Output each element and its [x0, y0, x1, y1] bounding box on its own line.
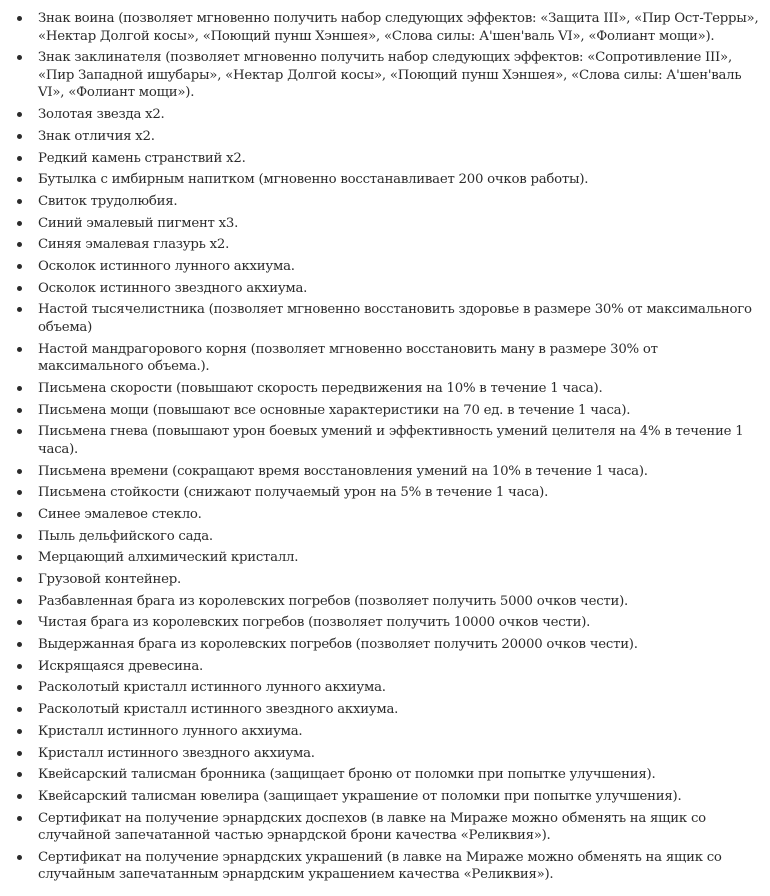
list-item: Расколотый кристалл истинного лунного акхиума.	[38, 679, 762, 697]
list-item: Письмена гнева (повышают урон боевых умений и эффективность умений целителя на 4% в течение 1 часа).	[38, 423, 762, 458]
list-item: Кристалл истинного звездного акхиума.	[38, 745, 762, 763]
list-item: Письмена стойкости (снижают получаемый урон на 5% в течение 1 часа).	[38, 484, 762, 502]
list-item: Свиток трудолюбия.	[38, 193, 762, 211]
list-item: Бутылка с имбирным напитком (мгновенно восстанавливает 200 очков работы).	[38, 171, 762, 189]
list-item: Синяя эмалевая глазурь x2.	[38, 236, 762, 254]
list-item: Письмена мощи (повышают все основные характеристики на 70 ед. в течение 1 часа).	[38, 402, 762, 420]
list-item: Квейсарский талисман бронника (защищает броню от поломки при попытке улучшения).	[38, 766, 762, 784]
list-item: Чистая брага из королевских погребов (позволяет получить 10000 очков чести).	[38, 614, 762, 632]
list-item: Искрящаяся древесина.	[38, 658, 762, 676]
list-item: Настой мандрагорового корня (позволяет мгновенно восстановить ману в размере 30% от максимального объема.).	[38, 341, 762, 376]
list-item: Знак заклинателя (позволяет мгновенно получить набор следующих эффектов: «Сопротивление III», «Пир Западной ишубары», «Нектар Долгой косы», «Поющий пунш Хэншея», «Слова силы: А'шен'валь VI», «Фолиант мощи»).	[38, 49, 762, 102]
list-item: Разбавленная брага из королевских погребов (позволяет получить 5000 очков чести).	[38, 593, 762, 611]
list-item: Сертификат на получение эрнардских украшений (в лавке на Мираже можно обменять на ящик со случайным запечатанным эрнардским украшением качества «Реликвия»).	[38, 849, 762, 884]
list-item: Пыль дельфийского сада.	[38, 528, 762, 546]
list-item: Расколотый кристалл истинного звездного акхиума.	[38, 701, 762, 719]
list-item: Сертификат на получение эрнардских доспехов (в лавке на Мираже можно обменять на ящик со случайной запечатанной частью эрнардской брони качества «Реликвия»).	[38, 810, 762, 845]
list-item: Редкий камень странствий x2.	[38, 150, 762, 168]
list-item: Настой тысячелистника (позволяет мгновенно восстановить здоровье в размере 30% от максимального объема)	[38, 301, 762, 336]
list-item: Кристалл истинного лунного акхиума.	[38, 723, 762, 741]
list-item: Золотая звезда x2.	[38, 106, 762, 124]
list-item: Синий эмалевый пигмент x3.	[38, 215, 762, 233]
list-item: Знак воина (позволяет мгновенно получить набор следующих эффектов: «Защита III», «Пир Ост-Терры», «Нектар Долгой косы», «Поющий пунш Хэншея», «Слова силы: А'шен'валь VI», «Фолиант мощи»).	[38, 10, 762, 45]
list-item: Письмена скорости (повышают скорость передвижения на 10% в течение 1 часа).	[38, 380, 762, 398]
list-item: Выдержанная брага из королевских погребов (позволяет получить 20000 очков чести).	[38, 636, 762, 654]
list-item: Осколок истинного лунного акхиума.	[38, 258, 762, 276]
list-item: Мерцающий алхимический кристалл.	[38, 549, 762, 567]
list-item: Квейсарский талисман ювелира (защищает украшение от поломки при попытке улучшения).	[38, 788, 762, 806]
list-item: Грузовой контейнер.	[38, 571, 762, 589]
list-item: Знак отличия x2.	[38, 128, 762, 146]
list-item: Синее эмалевое стекло.	[38, 506, 762, 524]
list-item: Письмена времени (сокращают время восстановления умений на 10% в течение 1 часа).	[38, 463, 762, 481]
list-item: Осколок истинного звездного акхиума.	[38, 280, 762, 298]
